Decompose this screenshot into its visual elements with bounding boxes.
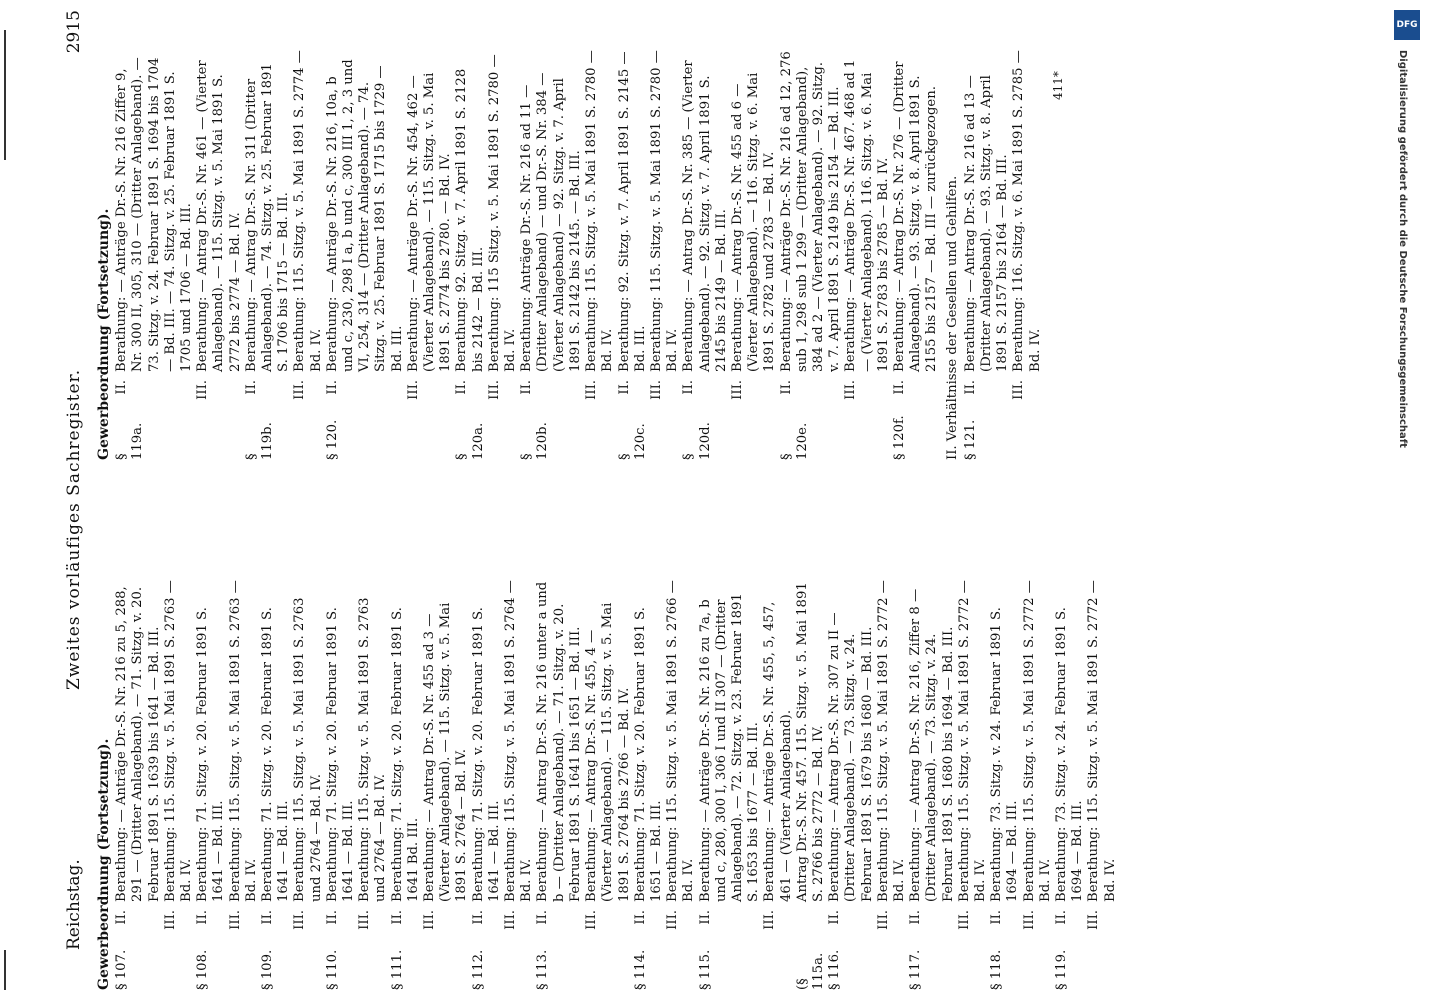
reading-text: Berathung: 115. Sitzg. v. 5. Mai 1891 S. 2772 — Bd. IV. — [956, 580, 988, 902]
reading-line — [195, 580, 227, 944]
reading-line — [292, 50, 324, 414]
reading-number: II. — [389, 910, 405, 925]
entry-body — [698, 580, 795, 944]
entry-body — [325, 580, 390, 944]
reading-line — [163, 580, 195, 944]
reading-text: Berathung: — Anträge Dr.-S. Nr. 454, 462 — (Vierter Anlageband). — 115. Sitzg. v. 5. Mai 1891 S. 2774 bis 2780. — Bd. IV. — [405, 72, 454, 372]
reading-number: II. — [324, 910, 340, 925]
reading-line — [957, 580, 989, 944]
reading-text: Berathung: 115. Sitzg. v. 5. Mai 1891 S. 2780 — Bd. IV. — [648, 50, 681, 372]
entry-body — [325, 50, 455, 414]
reading-number: II. — [535, 910, 551, 925]
reading-line — [633, 580, 665, 944]
scan-edge-mark — [4, 30, 6, 160]
reading-text: Berathung: 73. Sitzg. v. 24. Februar 1891 S. 1694 — Bd. III. — [1053, 607, 1086, 902]
reading-number: III. — [729, 380, 745, 400]
reading-number: II. — [989, 910, 1005, 925]
reading-text: Berathung: — Antrag Dr.-S. Nr. 385 — (Vierter Anlageband). — 92. Sitzg. v. 7. April 1891 S. 2145 bis 2149 — Bd. III. — [681, 60, 729, 372]
reading-number: II. — [697, 910, 713, 925]
entry-body — [795, 580, 827, 944]
reading-line — [454, 50, 486, 414]
reading-number: III. — [665, 910, 681, 930]
reading-text: Berathung: 115 Sitzg. v. 5. Mai 1891 S. 2780 — Bd. IV. — [486, 54, 519, 372]
reading-text: Berathung: — Anträge Dr.-S. Nr. 216 ad 12, 276 sub 1, 298 sub 1 299 — (Dritter Anlageband), 384 ad 2 — (Vierter Anlageband). — 92. Sitzg. v. 7. April 1891 S. 2149 bis 2154 — Bd. III. — [778, 51, 843, 372]
reading-text: Antrag Dr.-S. Nr. 457. 115. Sitzg. v. 5. Mai 1891 S. 2766 bis 2772 — Bd. IV. — [794, 582, 826, 902]
reading-text: Berathung: 115. Sitzg. v. 5. Mai 1891 S. 2763 — Bd. IV. — [162, 580, 195, 902]
reading-line — [325, 50, 406, 414]
reading-number: II. — [114, 380, 130, 395]
reading-number: II. — [519, 380, 535, 395]
reading-line — [963, 50, 1012, 414]
register-entry — [698, 580, 795, 990]
digitization-text: Digitalisierung gefördert durch die Deutsche Forschungsgemeinschaft — [1397, 50, 1408, 448]
paragraph-number: § 121. — [962, 419, 978, 460]
reading-line — [779, 50, 844, 414]
right-entries-continued — [963, 50, 1044, 460]
reading-line — [908, 580, 957, 944]
reading-line — [681, 50, 730, 414]
reading-text: Berathung: 71. Sitzg. v. 20. Februar 1891 S. 1641 — Bd. III. — [260, 607, 292, 902]
paragraph-number: § 120c. — [616, 423, 648, 460]
running-head-left: Reichstag. — [64, 859, 84, 950]
reading-text: Berathung: — Antrag Dr.-S. Nr. 455 ad 6 — (Vierter Anlageband). — 116. Sitzg. v. 6. Mai 1891 S. 2782 und 2783 — Bd. IV. — [729, 72, 778, 372]
signature-mark: 411* — [1050, 71, 1065, 100]
reading-text: Berathung: 71. Sitzg. v. 20. Februar 1891 S. 1651 — Bd. III. — [632, 607, 664, 902]
reading-number: III. — [584, 910, 600, 930]
reading-line — [762, 580, 794, 944]
reading-number: III. — [762, 910, 778, 930]
reading-text: Berathung: Anträge Dr.-S. Nr. 216 ad 11 — (Dritter Anlageband) — und Dr.-S. Nr. 384 — (Vierter Anlageband) — 92. Sitzg. v. 7. April 1891 S. 2142 bis 2145. — Bd. III. — [519, 72, 583, 372]
reading-line — [325, 580, 357, 944]
entry-body — [114, 50, 244, 414]
reading-text: Berathung: 115. Sitzg. v. 5. Mai 1891 S. 2772 — Bd. IV. — [875, 580, 907, 902]
reading-text: Berathung: 116. Sitzg. v. 6. Mai 1891 S. 2785 — Bd. IV. — [1011, 50, 1043, 372]
reading-text: Berathung: 71. Sitzg. v. 20. Februar 1891 S. 1641 Bd. III. — [389, 607, 421, 902]
register-entry — [827, 580, 908, 990]
paragraph-number: § 120a. — [454, 422, 486, 460]
reading-line — [617, 50, 649, 414]
running-head-title: Zweites vorläufiges Sachregister. — [64, 368, 84, 690]
register-entry — [963, 50, 1044, 460]
reading-line — [535, 580, 584, 944]
entry-body — [963, 50, 1044, 414]
reading-line — [892, 50, 941, 414]
reading-text: Berathung: — Anträge Dr.-S. Nr. 216 Ziffer 9, Nr. 300 II, 305, 310 — (Dritter Anlageband). — 73. Sitzg. v. 24. Februar 1891 S. 1694 bis 1704 — Bd. III. — 74. Sitzg. v. 25. Februar 1891 S. 1705 und 1706 — Bd. III. — [114, 57, 195, 372]
right-column — [96, 50, 1066, 460]
reading-text: Berathung: — Anträge Dr.-S. Nr. 216, 10a, b und c, 230, 298 I a, b und c, 300 III 1, 2, 3 und VI, 254, 314 — (Dritter Anlageband). — 74. Sitzg. v. 25. Februar 1891 S. 1715 bis 1729 — Bd. III. — [324, 59, 405, 372]
register-entry — [114, 580, 195, 990]
paragraph-number: (§ 115a. — [794, 952, 826, 990]
paragraph-number: § 119b. — [243, 422, 276, 460]
reading-number: II. — [681, 380, 697, 395]
entry-body — [471, 580, 536, 944]
reading-text: Berathung: 92. Sitzg. v. 7. April 1891 S. 2128 bis 2142 — Bd. III. — [454, 68, 486, 372]
paragraph-number: § 120. — [324, 419, 340, 460]
entry-body — [535, 580, 632, 944]
entry-body — [827, 580, 908, 944]
paragraph-number: § 120b. — [519, 422, 551, 460]
paragraph-number: § 119. — [1053, 949, 1069, 990]
reading-line — [422, 580, 471, 944]
reading-line — [827, 580, 876, 944]
register-entry — [114, 50, 244, 460]
reading-line — [357, 580, 389, 944]
reading-line — [244, 50, 293, 414]
reading-line — [584, 580, 633, 944]
reading-number: II. — [324, 380, 340, 395]
reading-number: II. — [454, 380, 470, 395]
reading-text: Berathung: 115. Sitzg. v. 5. Mai 1891 S. 2766 — Bd. IV. — [665, 580, 697, 902]
reading-number: III. — [292, 380, 308, 400]
register-entry — [633, 580, 698, 990]
reading-line — [649, 50, 681, 414]
reading-number: III. — [162, 910, 178, 930]
reading-text: Berathung: — Anträge Dr.-S. Nr. 216 zu 5, 288, 291 — (Dritter Anlageband). — 71. Sitzg. v. 20. Februar 1891 S. 1639 bis 1641 — Bd. III. — [114, 586, 162, 902]
reading-text: Berathung: 71. Sitzg. v. 20. Februar 1891 S. 1641 — Bd. III. — [195, 607, 227, 902]
reading-line — [487, 50, 519, 414]
entry-body — [260, 580, 325, 944]
reading-number: III. — [1011, 380, 1027, 400]
reading-number: II. — [891, 380, 907, 395]
paragraph-number: § 120d. — [681, 422, 713, 460]
paragraph-number: § 120f. — [891, 415, 907, 460]
reading-line — [1054, 580, 1086, 944]
register-entry — [195, 580, 260, 990]
register-entry — [617, 50, 682, 460]
entry-body — [908, 580, 989, 944]
reading-number: III. — [405, 380, 421, 400]
reading-text: Berathung: — Antrag Dr.-S. Nr. 455, 4 — (Vierter Anlageband). — 115. Sitzg. v. 5. Mai 1891 S. 2764 bis 2766 — Bd. IV. — [584, 602, 632, 902]
reading-number: III. — [648, 380, 664, 400]
reading-number: II. — [470, 910, 486, 925]
reading-text: Berathung: — Antrag Dr.-S. Nr. 307 zu II — (Dritter Anlageband). — 73. Sitzg. v. 24. Februar 1891 S. 1679 bis 1680 — Bd. III. — [827, 612, 875, 902]
entry-body — [892, 50, 941, 414]
register-entry — [779, 50, 892, 460]
reading-line — [114, 580, 163, 944]
paragraph-number: § 107. — [114, 949, 130, 990]
section-title: Gewerbeordnung (Fortsetzung). — [96, 208, 112, 460]
reading-number: II. — [1053, 910, 1069, 925]
reading-text: Berathung: — Anträge Dr.-S. Nr. 455, 5, 457, 461 — (Vierter Anlageband). — [762, 601, 794, 902]
paragraph-number: § 119a. — [114, 422, 146, 460]
register-entry — [535, 580, 632, 990]
reading-text: Berathung: — Anträge Dr.-S. Nr. 216 zu 7a, b und c, 280, 300 I, 306 I und II 307 — (Dritter Anlageband). — 72. Sitzg. v. 23. Februar 1891 S. 1653 bis 1677 — Bd. III. — [697, 593, 762, 902]
reading-number: III. — [1021, 910, 1037, 930]
reading-number: III. — [486, 380, 502, 400]
entry-body — [519, 50, 616, 414]
reading-number: III. — [292, 910, 308, 930]
reading-number: II. — [778, 380, 794, 395]
register-entry — [989, 580, 1054, 990]
paragraph-number: § 111. — [389, 949, 405, 990]
register-entry — [325, 580, 390, 990]
reading-text: Berathung: 115. Sitzg. v. 5. Mai 1891 S. 2780 — Bd. IV. — [584, 50, 616, 372]
reading-number: III. — [227, 910, 243, 930]
register-entry — [390, 580, 471, 990]
dfg-logo: DFG — [1394, 10, 1420, 40]
reading-line — [665, 580, 697, 944]
reading-line — [876, 580, 908, 944]
paragraph-number: § 108. — [195, 949, 211, 990]
register-entry — [260, 580, 325, 990]
reading-line — [406, 50, 455, 414]
entry-body — [633, 580, 698, 944]
running-head — [60, 10, 90, 990]
reading-text: Berathung: — Antrag Dr.-S. Nr. 216 ad 13 — (Dritter Anlageband). — 93. Sitzg. v. 8. April 1891 S. 2157 bis 2164 — Bd. III. — [962, 75, 1011, 372]
register-entry — [1054, 580, 1119, 990]
paragraph-number: § 120e. — [778, 422, 810, 460]
register-entry — [681, 50, 778, 460]
paragraph-number: § 117. — [908, 949, 924, 990]
reading-line — [698, 580, 763, 944]
paragraph-number: § 113. — [535, 949, 551, 990]
reading-text: Berathung: — Antrag Dr.-S. Nr. 216 unter a und b — (Dritter Anlageband). — 71. Sitzg. v. 20. Februar 1891 S. 1641 bis 1651 — Bd. III. — [535, 581, 583, 902]
reading-text: Berathung: 92. Sitzg. v. 7. April 1891 S. 2145 — Bd. III. — [616, 51, 648, 372]
reading-text: Berathung: 115. Sitzg. v. 5. Mai 1891 S. 2763 und 2764 — Bd. IV. — [292, 597, 324, 902]
reading-line — [730, 50, 779, 414]
reading-number: II. — [962, 380, 978, 395]
reading-line — [1011, 50, 1043, 414]
entry-body — [454, 50, 519, 414]
paragraph-number: § 112. — [470, 949, 486, 990]
reading-number — [795, 902, 827, 944]
reading-number: III. — [584, 380, 600, 400]
entry-body — [244, 50, 325, 414]
entry-body — [390, 580, 471, 944]
reading-number: II. — [243, 380, 259, 395]
register-entry — [795, 580, 827, 990]
reading-line — [503, 580, 535, 944]
register-entry — [454, 50, 519, 460]
paragraph-number: § 109. — [260, 949, 276, 990]
reading-line — [114, 50, 195, 414]
reading-text: Berathung: 115. Sitzg. v. 5. Mai 1891 S. 2763 — Bd. IV. — [227, 580, 259, 902]
reading-number: III. — [956, 910, 972, 930]
reading-number: III. — [1086, 910, 1102, 930]
reading-text: Berathung: — Antrag Dr.-S. Nr. 461 — (Vierter Anlageband). — 115. Sitzg. v. 5. Mai 1891 S. 2772 bis 2774 — Bd. IV. — [195, 60, 243, 372]
page-number: 2915 — [64, 10, 84, 54]
left-column — [96, 580, 1119, 990]
reading-number: II. — [616, 380, 632, 395]
reading-text: Berathung: — Antrag Dr.-S. Nr. 276 — (Dritter Anlageband). — 93. Sitzg. v. 8. April 1891 S. 2155 bis 2157 — Bd. III — zurückgezogen. — [891, 61, 940, 372]
reading-text: Berathung: 71. Sitzg. v. 20. Februar 1891 S. 1641 — Bd. III. — [470, 607, 502, 902]
reading-line — [292, 580, 324, 944]
reading-text: Berathung: 73. Sitzg. v. 24. Februar 1891 S. 1694 — Bd. III. — [989, 607, 1021, 902]
paragraph-number: § 118. — [989, 949, 1005, 990]
reading-text: Berathung: — Antrag Dr.-S. Nr. 455 ad 3 — (Vierter Anlageband). — 115. Sitzg. v. 5. Mai 1891 S. 2764 — Bd. IV. — [422, 602, 470, 902]
reading-number: III. — [195, 380, 211, 400]
paragraph-number: § 114. — [632, 949, 648, 990]
reading-line — [795, 580, 827, 944]
register-entry — [892, 50, 941, 460]
reading-number: III. — [875, 910, 891, 930]
paragraph-number: § 115. — [697, 949, 713, 990]
register-entry — [471, 580, 536, 990]
reading-number: II. — [632, 910, 648, 925]
paragraph-number: § 110. — [324, 949, 340, 990]
reading-number: II. — [908, 910, 924, 925]
reading-text: Berathung: 71. Sitzg. v. 20. Februar 1891 S. 1641 — Bd. III. — [324, 607, 357, 902]
reading-text: Berathung: 115. Sitzg. v. 5. Mai 1891 S. 2772 — Bd. IV. — [1021, 580, 1053, 902]
reading-number: III. — [422, 910, 438, 930]
reading-line — [195, 50, 244, 414]
reading-text: Berathung: — Antrag Dr.-S. Nr. 216, Ziffer 8 — (Dritter Anlageband). — 73. Sitzg. v. 24. Februar 1891 S. 1680 bis 1694 — Bd. III. — [908, 588, 956, 902]
reading-line — [228, 580, 260, 944]
reading-line — [260, 580, 292, 944]
rotated-page-sheet — [60, 10, 1380, 990]
reading-text: Berathung: 115. Sitzg. v. 5. Mai 1891 S. 2763 und 2764 — Bd. IV. — [357, 597, 389, 902]
reading-line — [1022, 580, 1054, 944]
entry-body — [989, 580, 1054, 944]
right-entries — [114, 50, 940, 460]
reading-text: Berathung: — Anträge Dr.-S. Nr. 467. 468 ad 1 — (Vierter Anlageband). 116. Sitzg. v. 6. Mai 1891 S. 2783 bis 2785 — Bd. IV. — [843, 59, 891, 372]
section-title: Gewerbeordnung (Fortsetzung). — [96, 738, 112, 990]
reading-line — [1086, 580, 1118, 944]
register-entry — [908, 580, 989, 990]
register-entry — [244, 50, 325, 460]
reading-number: II. — [827, 910, 843, 925]
reading-text: Berathung: 115. Sitzg. v. 5. Mai 1891 S. 2774 — Bd. IV. — [292, 50, 324, 372]
reading-number: II. — [195, 910, 211, 925]
reading-text: Berathung: 115. Sitzg. v. 5. Mai 1891 S. 2772 — Bd. IV. — [1086, 580, 1118, 902]
reading-line — [390, 580, 422, 944]
entry-body — [195, 580, 260, 944]
reading-line — [471, 580, 503, 944]
entry-body — [617, 50, 682, 414]
subsection-heading: II. Verhältnisse der Gesellen und Gehilfen. — [944, 175, 960, 460]
scan-edge-mark — [4, 950, 6, 990]
reading-number: III. — [357, 910, 373, 930]
reading-text: Berathung: 115. Sitzg. v. 5. Mai 1891 S. 2764 — Bd. IV. — [503, 580, 535, 902]
reading-number: III. — [843, 380, 859, 400]
reading-line — [843, 50, 892, 414]
register-entry — [325, 50, 455, 460]
entry-body — [1054, 580, 1119, 944]
reading-number: III. — [503, 910, 519, 930]
digitization-banner — [1392, 10, 1422, 550]
register-entry — [519, 50, 616, 460]
reading-text: Berathung: — Antrag Dr.-S. Nr. 311 (Dritter Anlageband). — 74. Sitzg. v. 25. Februar 1891 S. 1706 bis 1715 — Bd. III. — [243, 63, 292, 372]
reading-line — [989, 580, 1021, 944]
left-entries — [114, 580, 1119, 990]
paragraph-number: § 116. — [827, 949, 843, 990]
reading-number: II. — [260, 910, 276, 925]
entry-body — [681, 50, 778, 414]
entry-body — [114, 580, 195, 944]
reading-line — [519, 50, 584, 414]
reading-line — [584, 50, 616, 414]
reading-number: II. — [114, 910, 130, 925]
entry-body — [779, 50, 892, 414]
